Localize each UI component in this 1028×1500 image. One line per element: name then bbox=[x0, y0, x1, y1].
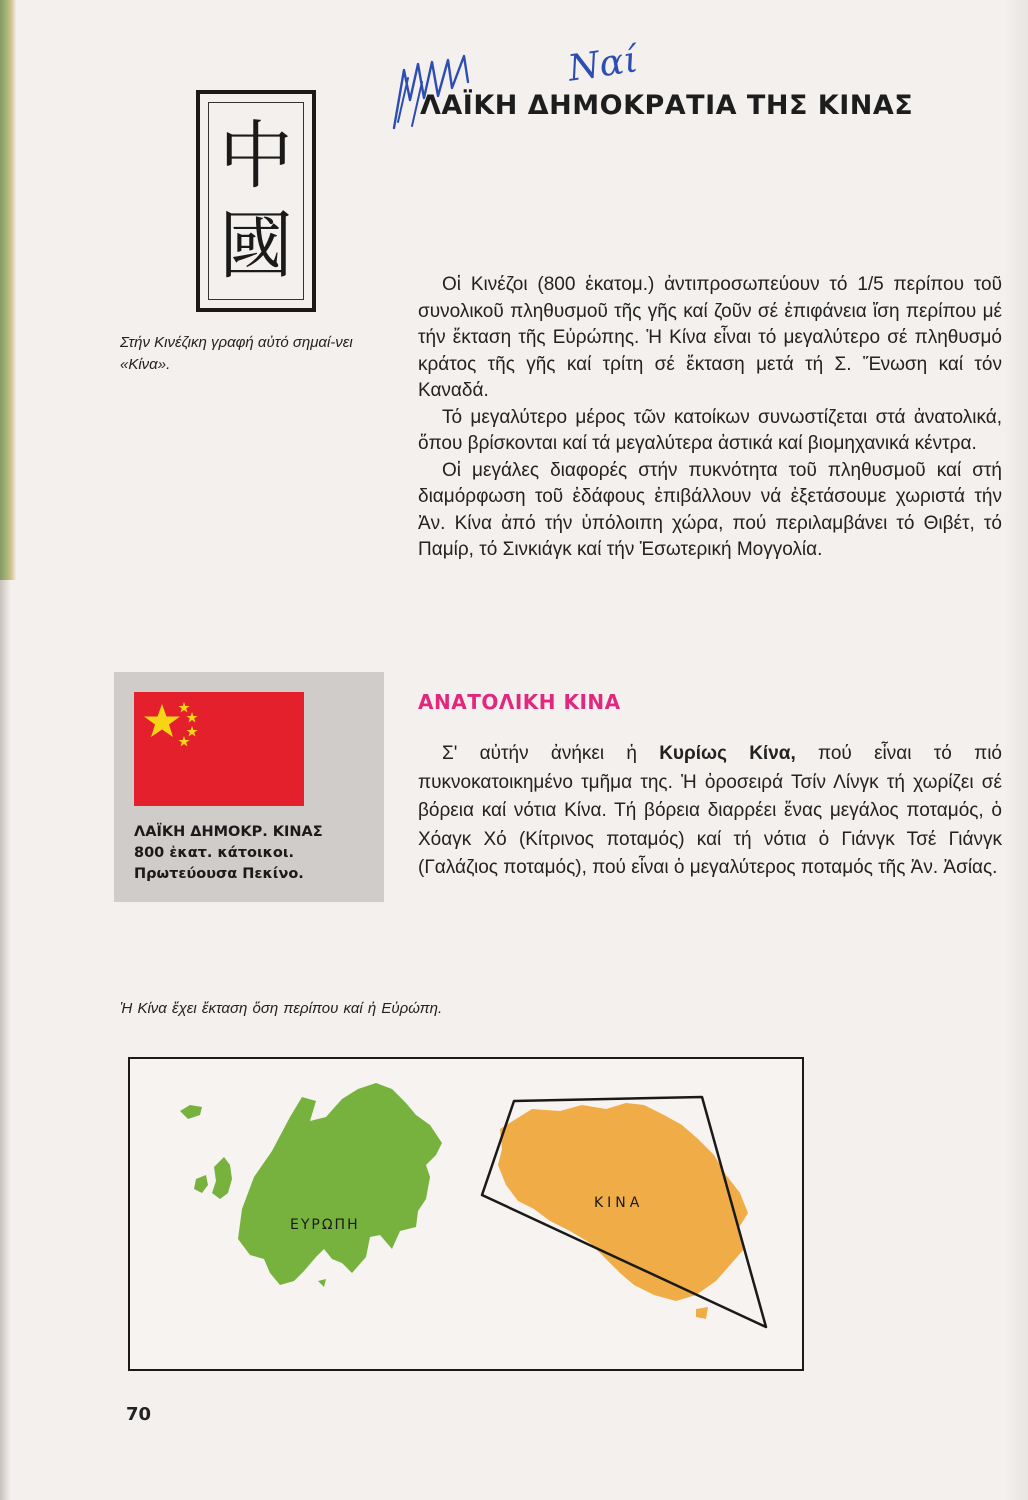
flag-card-capital: Πρωτεύουσα Πεκίνο. bbox=[134, 866, 304, 882]
section-body bbox=[418, 740, 1002, 883]
flag-card-population: 800 ἑκατ. κάτοικοι. bbox=[134, 845, 295, 861]
hainan-shape bbox=[696, 1307, 708, 1319]
intro-paragraph: Οἱ Κινέζοι (800 ἑκατομ.) ἀντιπροσωπεύουν τό 1/5 περίπου τοῦ συνολικοῦ πληθυσμοῦ τῆς γῆς καί ζοῦν σέ ἐπιφάνεια ἴση περίπου μέ τήν ἔκταση τῆς Εὐρώπης. Ἡ Κίνα εἶναι τό μεγαλύτερο σέ πληθυσμό κράτος τῆς γῆς καί τρίτη σέ ἔκταση μετά τή Σ. Ἕνωση καί τόν Καναδά. bbox=[418, 274, 1002, 401]
flag-card bbox=[114, 672, 384, 902]
china-flag bbox=[134, 692, 304, 806]
map-caption: Ἡ Κίνα ἔχει ἔκταση ὅση περίπου καί ἡ Εὐρώπη. bbox=[120, 1000, 443, 1017]
chinese-character-box bbox=[196, 90, 316, 312]
britain-shape bbox=[212, 1157, 232, 1199]
flag-card-text bbox=[134, 822, 374, 885]
character-box-inner-border bbox=[208, 102, 304, 300]
chinese-character-guo: 國 bbox=[219, 203, 293, 289]
character-caption: Στήν Κινέζικη γραφή αὐτό σημαί-νει «Κίνα». bbox=[120, 334, 353, 373]
page-edge-lower bbox=[0, 580, 10, 1500]
intro-paragraph: Τό μεγαλύτερο μέρος τῶν κατοίκων συνωστίζεται στά ἀνατολικά, ὅπου βρίσκονται καί τά μεγαλύτερα ἀστικά καί βιομηχανικά κέντρα. bbox=[418, 406, 1002, 454]
china-label: ΚΙΝΑ bbox=[594, 1195, 644, 1211]
handwritten-note: Ναί bbox=[565, 39, 641, 90]
map-comparison-illustration bbox=[130, 1059, 802, 1369]
sicily-shape bbox=[318, 1279, 326, 1287]
europe-label: ΕΥΡΩΠΗ bbox=[290, 1217, 360, 1233]
section-text-end: πού εἶναι τό πιό πυκνοκατοικημένο τμῆμα της. Ἡ ὀροσειρά Τσίν Λίνγκ τή χωρίζει σέ βόρεια καί νότια Κίνα. Τή βόρεια διαρρέει ἕνας μεγάλος ποταμός, ὁ Χόαγκ Χό (Κίτρινος ποταμός) καί τή νότια ὁ Γιάνγκ Τσέ Γιάνγκ (Γαλάζιος ποταμός), πού εἶναι ὁ μεγαλύτερος ποταμός τῆς Ἀν. Ἀσίας. bbox=[418, 743, 1002, 878]
chinese-character-zhong: 中 bbox=[219, 113, 293, 199]
section-bold-term: Κυρίως Κίνα, bbox=[659, 743, 796, 764]
intro-text bbox=[418, 272, 1002, 564]
section-text-start: Σ' αὐτήν ἀνήκει ἡ bbox=[442, 743, 660, 764]
map-comparison-box bbox=[128, 1057, 804, 1371]
ireland-shape bbox=[194, 1175, 208, 1193]
intro-paragraph: Οἱ μεγάλες διαφορές στήν πυκνότητα τοῦ πληθυσμοῦ καί στή διαμόρφωση τοῦ ἐδάφους ἐπιβάλλουν νά ἐξετάσουμε χωριστά τήν Ἀν. Κίνα ἀπό τήν ὑπόλοιπη χώρα, πού περιλαμβάνει τό Θιβέτ, τό Παμίρ, τό Σινκιάγκ καί τήν Ἐσωτερική Μογγολία. bbox=[418, 459, 1002, 560]
flag-stars-icon bbox=[140, 698, 200, 758]
page-shadow bbox=[1004, 0, 1028, 1500]
page-number: 70 bbox=[126, 1404, 152, 1425]
section-heading: ΑΝΑΤΟΛΙΚΗ ΚΙΝΑ bbox=[418, 690, 621, 714]
page-edge-decoration bbox=[0, 0, 16, 580]
europe-shape bbox=[238, 1083, 442, 1285]
flag-card-country: ΛΑΪΚΗ ΔΗΜΟΚΡ. ΚΙΝΑΣ bbox=[134, 824, 323, 840]
page-title: ΛΑΪΚΗ ΔΗΜΟΚΡΑΤΙΑ ΤΗΣ ΚΙΝΑΣ bbox=[420, 90, 914, 121]
iceland-shape bbox=[180, 1105, 202, 1119]
section-paragraph bbox=[418, 740, 1002, 883]
